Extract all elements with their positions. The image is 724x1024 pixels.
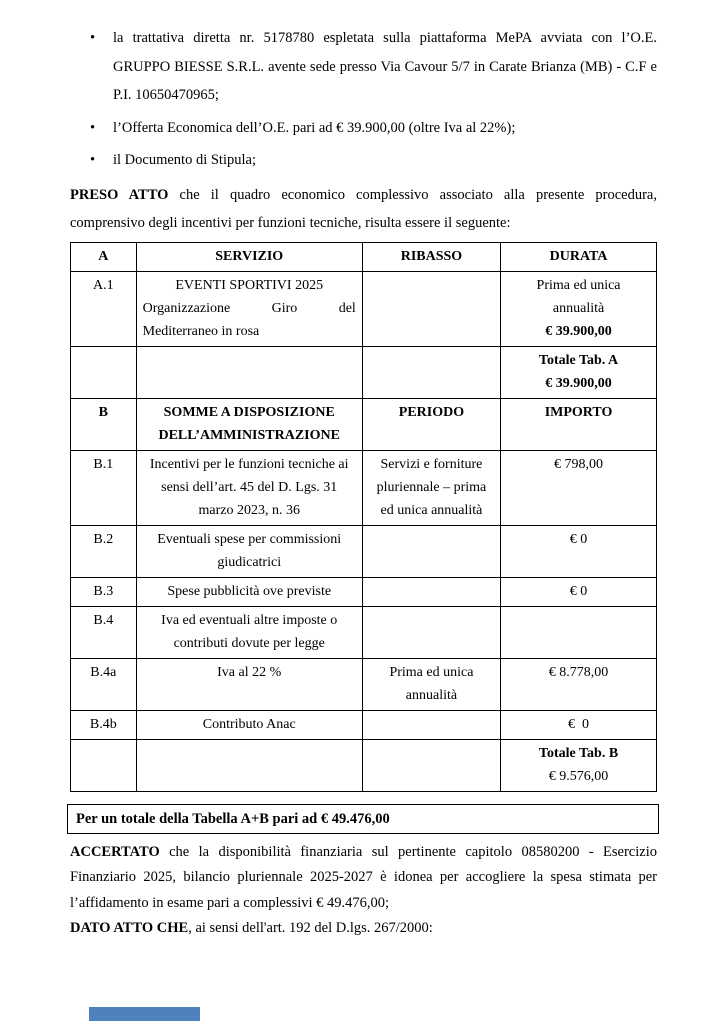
- row-b4a-col2: [136, 658, 362, 710]
- row-b4b-col1: [71, 710, 137, 739]
- dato-atto-lead: DATO ATTO CHE: [70, 920, 189, 936]
- row-b4b-col4: [501, 710, 657, 739]
- row-a1-col2: [136, 271, 362, 346]
- row-b4a: [71, 658, 657, 710]
- row-totale-a-col4: [501, 346, 657, 398]
- total-box-text: Per un totale della Tabella A+B pari ad € 49.476,00: [76, 810, 390, 827]
- row-b2: [71, 525, 657, 577]
- table-cell-line: Iva ed eventuali altre imposte o: [161, 612, 338, 628]
- table-cell-line: annualità: [405, 687, 458, 703]
- row-b4b: [71, 710, 657, 739]
- table-cell-line: PERIODO: [398, 404, 465, 420]
- table-cell-line: pluriennale – prima: [376, 479, 487, 495]
- table-cell-line: Incentivi per le funzioni tecniche ai: [149, 456, 349, 472]
- table-cell-line: SERVIZIO: [215, 248, 284, 264]
- row-b4: [71, 606, 657, 658]
- row-b1: [71, 450, 657, 525]
- row-totale-b: [71, 739, 657, 791]
- row-a1-col4: [501, 271, 657, 346]
- bullet-text-stipula: il Documento di Stipula;: [113, 152, 256, 168]
- row-totale-b-col1: [71, 739, 137, 791]
- table-cell-line: giudicatrici: [217, 554, 282, 570]
- preso-atto-text: che il quadro economico complessivo associato alla presente procedura, comprensivo degli incentivi per funzioni tecniche, risulta essere il seguente:: [70, 186, 657, 231]
- bullet-icon: •: [90, 152, 96, 168]
- table-cell-line: Mediterraneo in rosa: [142, 323, 260, 339]
- row-totale-b-col3: [362, 739, 500, 791]
- bullet-text-offerta: l’Offerta Economica dell’O.E. pari ad € 39.900,00 (oltre Iva al 22%);: [113, 119, 516, 136]
- total-box: [67, 804, 659, 834]
- row-b4b-col3: [362, 710, 500, 739]
- row-b3-col2: [136, 577, 362, 606]
- footer-highlight-bar: [89, 1007, 200, 1021]
- bullet-item-offerta: [70, 114, 657, 143]
- table-cell-line: B.2: [93, 531, 114, 547]
- bullet-icon: •: [90, 119, 96, 136]
- table-cell-line: marzo 2023, n. 36: [198, 502, 300, 518]
- table-cell-line: DELL’AMMINISTRAZIONE: [158, 427, 340, 443]
- row-b2-col2: [136, 525, 362, 577]
- row-b1-col2: [136, 450, 362, 525]
- table-cell-line: Eventuali spese per commissioni: [157, 531, 342, 547]
- table-cell-line: A.1: [93, 277, 114, 293]
- table-cell-line: € 0: [569, 583, 588, 599]
- row-totale-b-col2: [136, 739, 362, 791]
- row-b2-col4: [501, 525, 657, 577]
- row-totale-a: [71, 346, 657, 398]
- row-a1-col1: [71, 271, 137, 346]
- accertato-paragraph: [70, 840, 657, 917]
- row-b2-col3: [362, 525, 500, 577]
- header-b-col3: [362, 398, 500, 450]
- preso-atto-paragraph: [70, 181, 657, 238]
- row-totale-a-col3: [362, 346, 500, 398]
- row-b3-col3: [362, 577, 500, 606]
- header-a-col3: [362, 242, 500, 271]
- row-totale-b-col4: [501, 739, 657, 791]
- row-b1-col1: [71, 450, 137, 525]
- preso-atto-lead: PRESO ATTO: [70, 186, 169, 203]
- table-cell-line: RIBASSO: [400, 248, 463, 264]
- table-cell-line: annualità: [552, 300, 605, 316]
- table-cell-line: Organizzazione Giro del: [142, 300, 356, 316]
- accertato-lead: ACCERTATO: [70, 843, 160, 860]
- table-cell-line: € 0: [568, 716, 590, 732]
- table-cell-line: Iva al 22 %: [217, 664, 282, 680]
- accertato-text: che la disponibilità finanziaria sul pertinente capitolo 08580200 - Esercizio Finanziario 2025, bilancio pluriennale 2025-2027 è idonea per accogliere la spesa stimata per l’affidamento in esame pari a complessivi € 49.476,00;: [70, 843, 657, 911]
- bullet-icon: •: [90, 30, 96, 46]
- row-b3: [71, 577, 657, 606]
- header-b-col4: [501, 398, 657, 450]
- table-cell-line: € 798,00: [554, 456, 604, 472]
- table-cell-line: B.4b: [89, 716, 117, 732]
- table-cell-line: B.1: [93, 456, 114, 472]
- quadro-economico-table: [70, 242, 657, 792]
- dato-atto-text: , ai sensi dell'art. 192 del D.lgs. 267/2000:: [188, 920, 433, 936]
- row-b4a-col4: [501, 658, 657, 710]
- table-cell-line: € 39.900,00: [545, 375, 612, 391]
- row-a1: [71, 271, 657, 346]
- bullet-text-trattativa: la trattativa diretta nr. 5178780 espletata sulla piattaforma MePA avviata con l’O.E. GRUPPO BIESSE S.R.L. avente sede presso Via Cavour 5/7 in Carate Brianza (MB) - C.F e P.I. 10650470965;: [113, 30, 657, 103]
- table-cell-line: B: [98, 404, 108, 420]
- row-totale-a-col1: [71, 346, 137, 398]
- row-b2-col1: [71, 525, 137, 577]
- row-b3-col1: [71, 577, 137, 606]
- header-a-col1: [71, 242, 137, 271]
- row-b1-col3: [362, 450, 500, 525]
- table-cell-line: ed unica annualità: [380, 502, 483, 518]
- row-b4-col4: [501, 606, 657, 658]
- bullet-list: [70, 24, 657, 175]
- row-b4-col1: [71, 606, 137, 658]
- table-cell-line: B.4a: [90, 664, 117, 680]
- table-cell-line: B.4: [93, 612, 114, 628]
- table-cell-line: € 0: [569, 531, 588, 547]
- table-cell-line: DURATA: [549, 248, 608, 264]
- table-cell-line: Totale Tab. A: [538, 352, 619, 368]
- header-a: [71, 242, 657, 271]
- table-cell-line: SOMME A DISPOSIZIONE: [163, 404, 335, 420]
- table-cell-line: € 8.778,00: [548, 664, 609, 680]
- table-cell-line: sensi dell’art. 45 del D. Lgs. 31: [161, 479, 338, 495]
- table-cell-line: IMPORTO: [544, 404, 613, 420]
- table-cell-line: EVENTI SPORTIVI 2025: [175, 277, 324, 293]
- table-cell-line: Contributo Anac: [202, 716, 296, 732]
- header-b-col1: [71, 398, 137, 450]
- row-totale-a-col2: [136, 346, 362, 398]
- row-b4a-col1: [71, 658, 137, 710]
- row-b1-col4: [501, 450, 657, 525]
- table-cell-line: contributi dovute per legge: [173, 635, 325, 651]
- row-b4-col3: [362, 606, 500, 658]
- table-body: [71, 242, 657, 791]
- row-b4b-col2: [136, 710, 362, 739]
- row-b3-col4: [501, 577, 657, 606]
- table-cell-line: Prima ed unica: [536, 277, 621, 293]
- table-cell-line: A: [98, 248, 109, 264]
- header-a-col2: [136, 242, 362, 271]
- table-cell-line: Prima ed unica: [389, 664, 474, 680]
- table-cell-line: Spese pubblicità ove previste: [167, 583, 332, 599]
- bullet-item-trattativa: [70, 24, 657, 110]
- row-a1-col3: [362, 271, 500, 346]
- header-a-col4: [501, 242, 657, 271]
- table-cell-line: € 39.900,00: [545, 323, 612, 339]
- table-cell-line: € 9.576,00: [548, 768, 609, 784]
- header-b-col2: [136, 398, 362, 450]
- header-b: [71, 398, 657, 450]
- row-b4a-col3: [362, 658, 500, 710]
- dato-atto-paragraph: [70, 916, 657, 942]
- table-cell-line: Totale Tab. B: [538, 745, 619, 761]
- table-cell-line: Servizi e forniture: [380, 456, 483, 472]
- row-b4-col2: [136, 606, 362, 658]
- table-cell-line: B.3: [93, 583, 114, 599]
- bullet-item-stipula: [70, 146, 657, 175]
